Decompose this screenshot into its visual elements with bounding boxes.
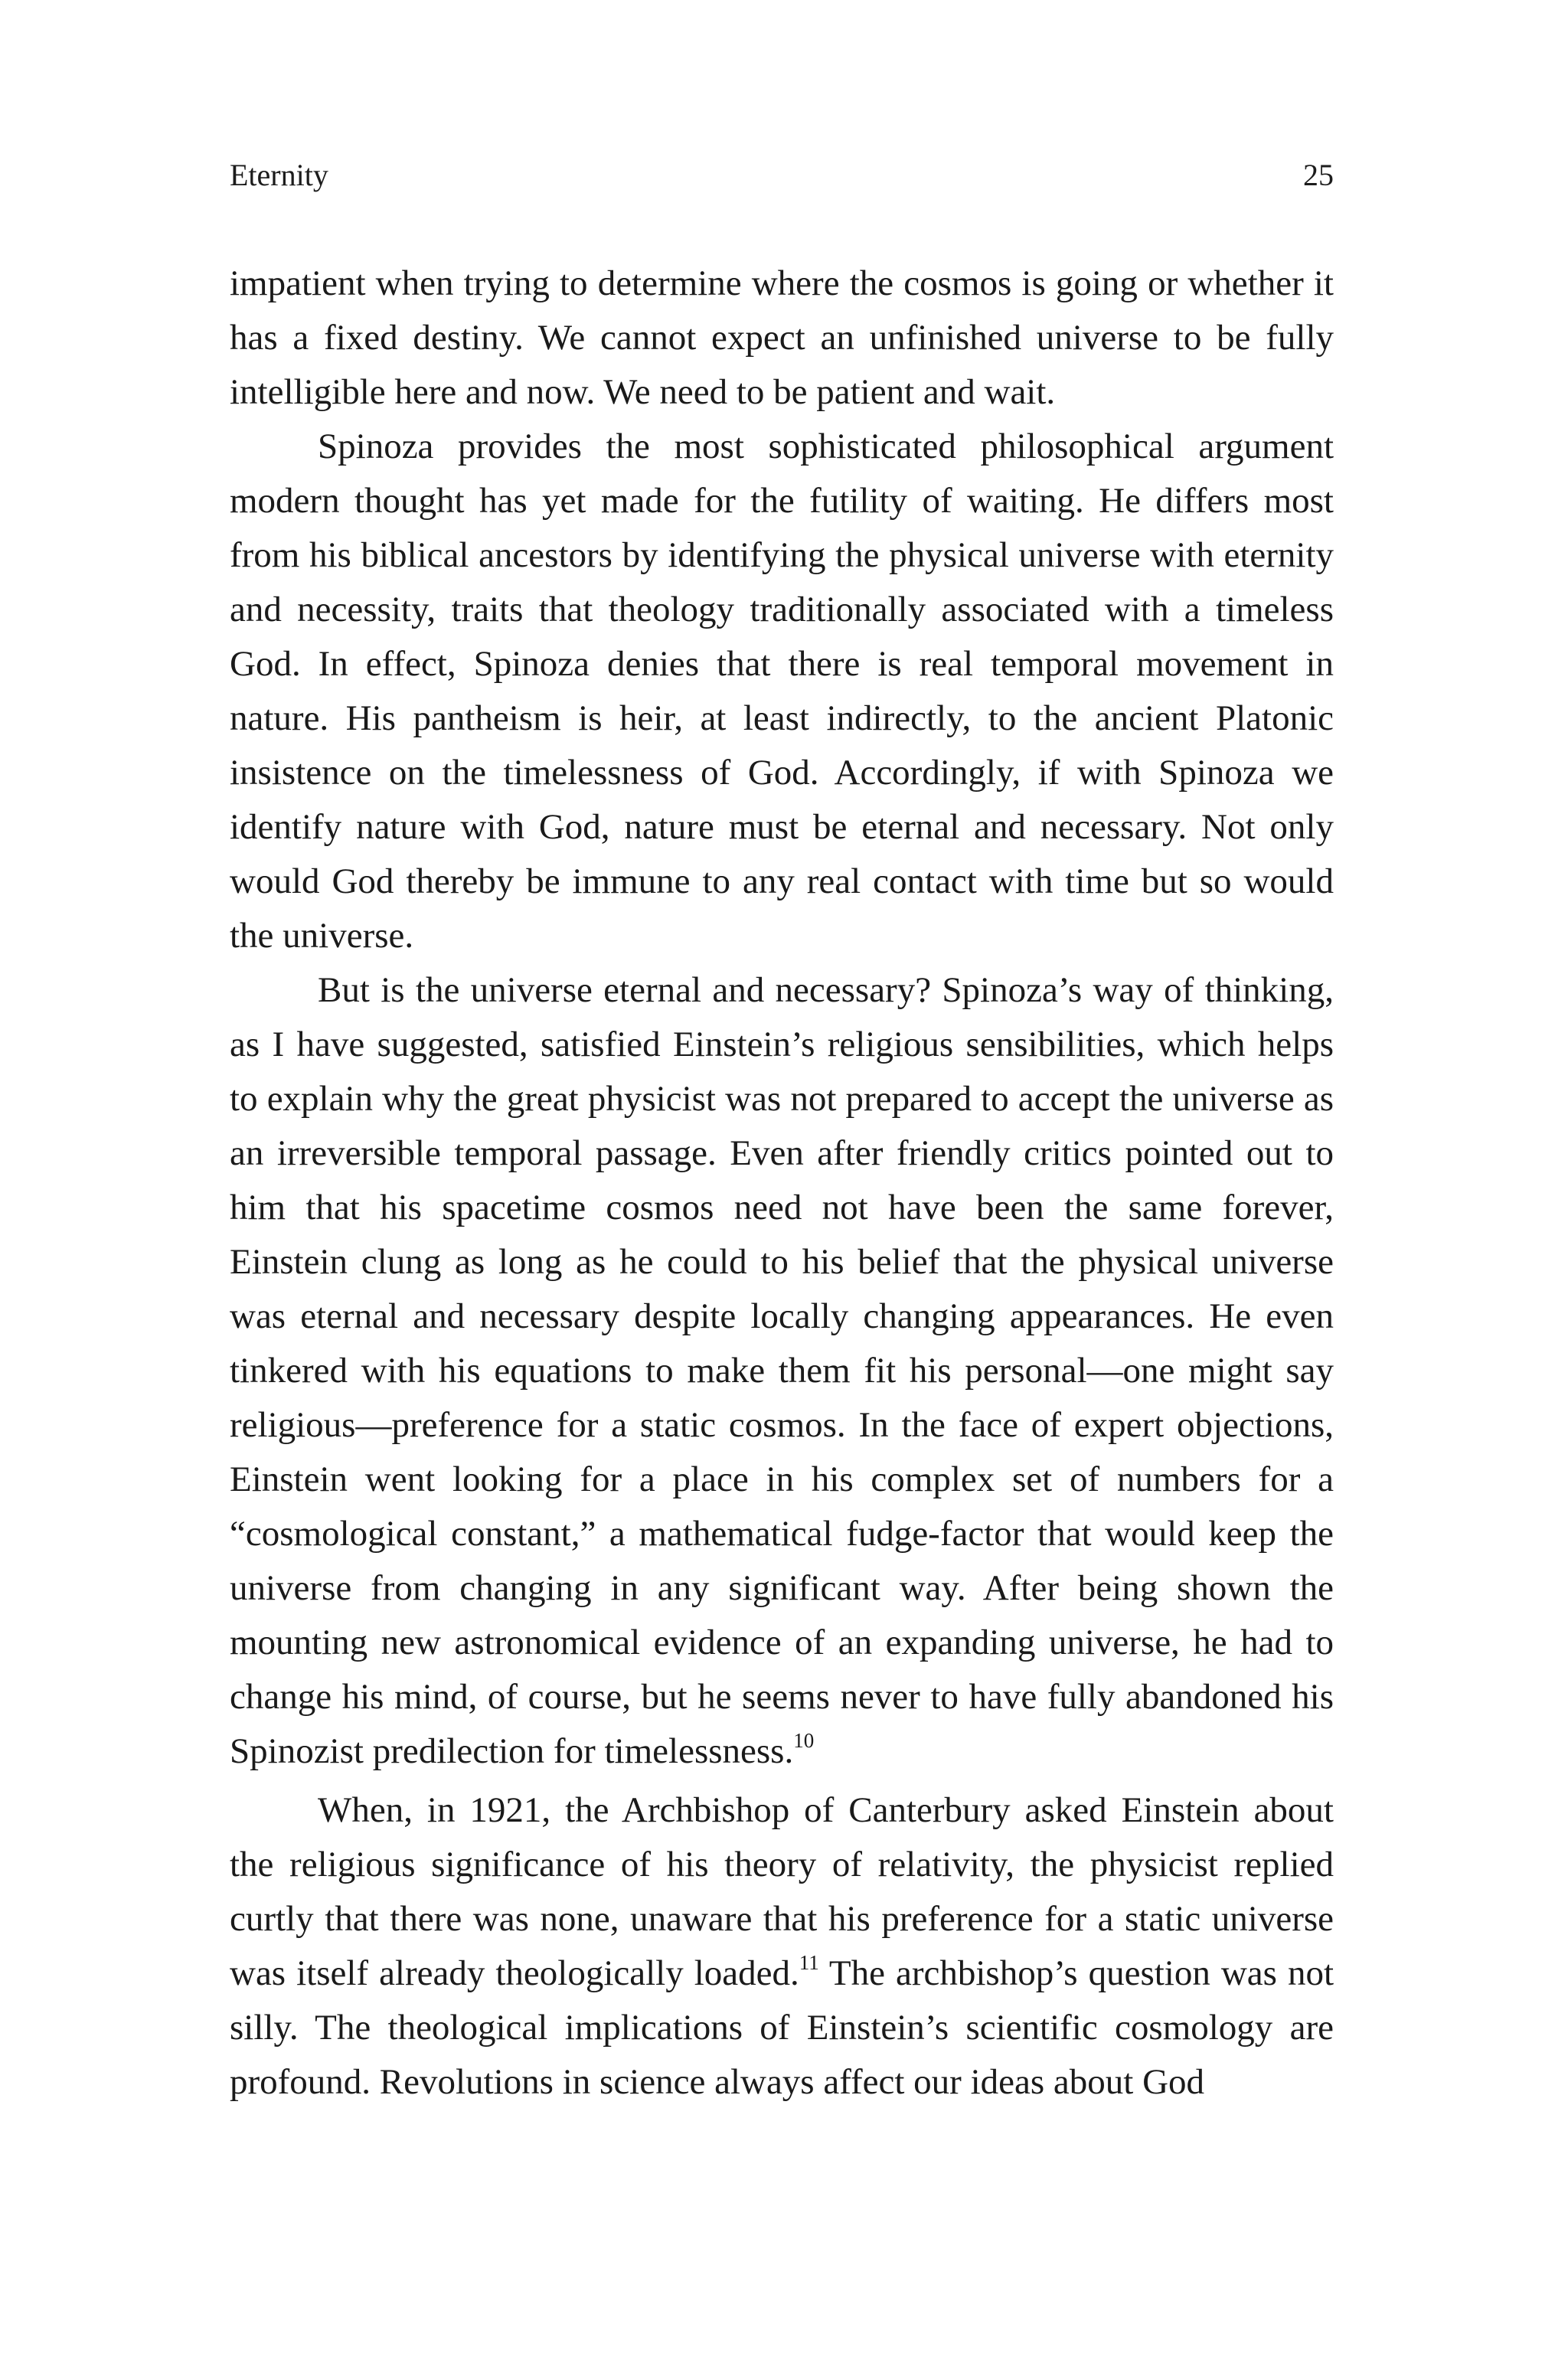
page-number: 25: [1303, 158, 1334, 192]
paragraph-4-text-b: The archbishop’s question was not silly. The theological implications of Einstein’s scientific cosmology are profound. Revolutions in science always affect our ideas about God: [230, 1953, 1334, 2102]
body-text: [230, 257, 1334, 2110]
footnote-ref-10: 10: [793, 1729, 815, 1752]
running-header: [230, 157, 1334, 203]
paragraph-1: impatient when trying to determine where the cosmos is going or whether it has a fixed destiny. We cannot expect an unfinished universe to be fully intelligible here and now. We need to be patient and wait.: [230, 263, 1334, 412]
footnote-ref-11: 11: [799, 1951, 819, 1974]
paragraph-4-text-a: When, in 1921, the Archbishop of Canterbury asked Einstein about the religious significance of his theory of relativity, the physicist replied curtly that there was none, unaware that his preference for a static universe was itself already theologically loaded.: [230, 1790, 1334, 1993]
paragraph-3: [230, 963, 1334, 1779]
paragraph-2: Spinoza provides the most sophisticated philosophical argument modern thought has yet made for the futility of waiting. He differs most from his biblical ancestors by identifying the physical universe with eternity and necessity, traits that theology traditionally associated with a timeless God. In effect, Spinoza denies that there is real temporal movement in nature. His pantheism is heir, at least indirectly, to the ancient Platonic insistence on the timelessness of God. Accordingly, if with Spinoza we identify nature with God, nature must be eternal and necessary. Not only would God thereby be immune to any real contact with time but so would the universe.: [230, 427, 1334, 956]
paragraph-4: [230, 1783, 1334, 2110]
running-title: Eternity: [230, 158, 328, 192]
paragraph-3-text: But is the universe eternal and necessary? Spinoza’s way of thinking, as I have suggested, satisfied Einstein’s religious sensibilities, which helps to explain why the great physicist was not prepared to accept the universe as an irreversible temporal passage. Even after friendly critics pointed out to him that his spacetime cosmos need not have been the same forever, Einstein clung as long as he could to his belief that the physical universe was eternal and necessary despite locally changing appearances. He even tinkered with his equations to make them fit his personal—one might say religious—preference for a static cosmos. In the face of expert objections, Einstein went looking for a place in his complex set of numbers for a “cosmological constant,” a mathematical fudge-factor that would keep the universe from changing in any significant way. After being shown the mounting new astronomical evidence of an expanding universe, he had to change his mind, of course, but he seems never to have fully abandoned his Spinozist predilection for timelessness.: [230, 970, 1334, 1771]
